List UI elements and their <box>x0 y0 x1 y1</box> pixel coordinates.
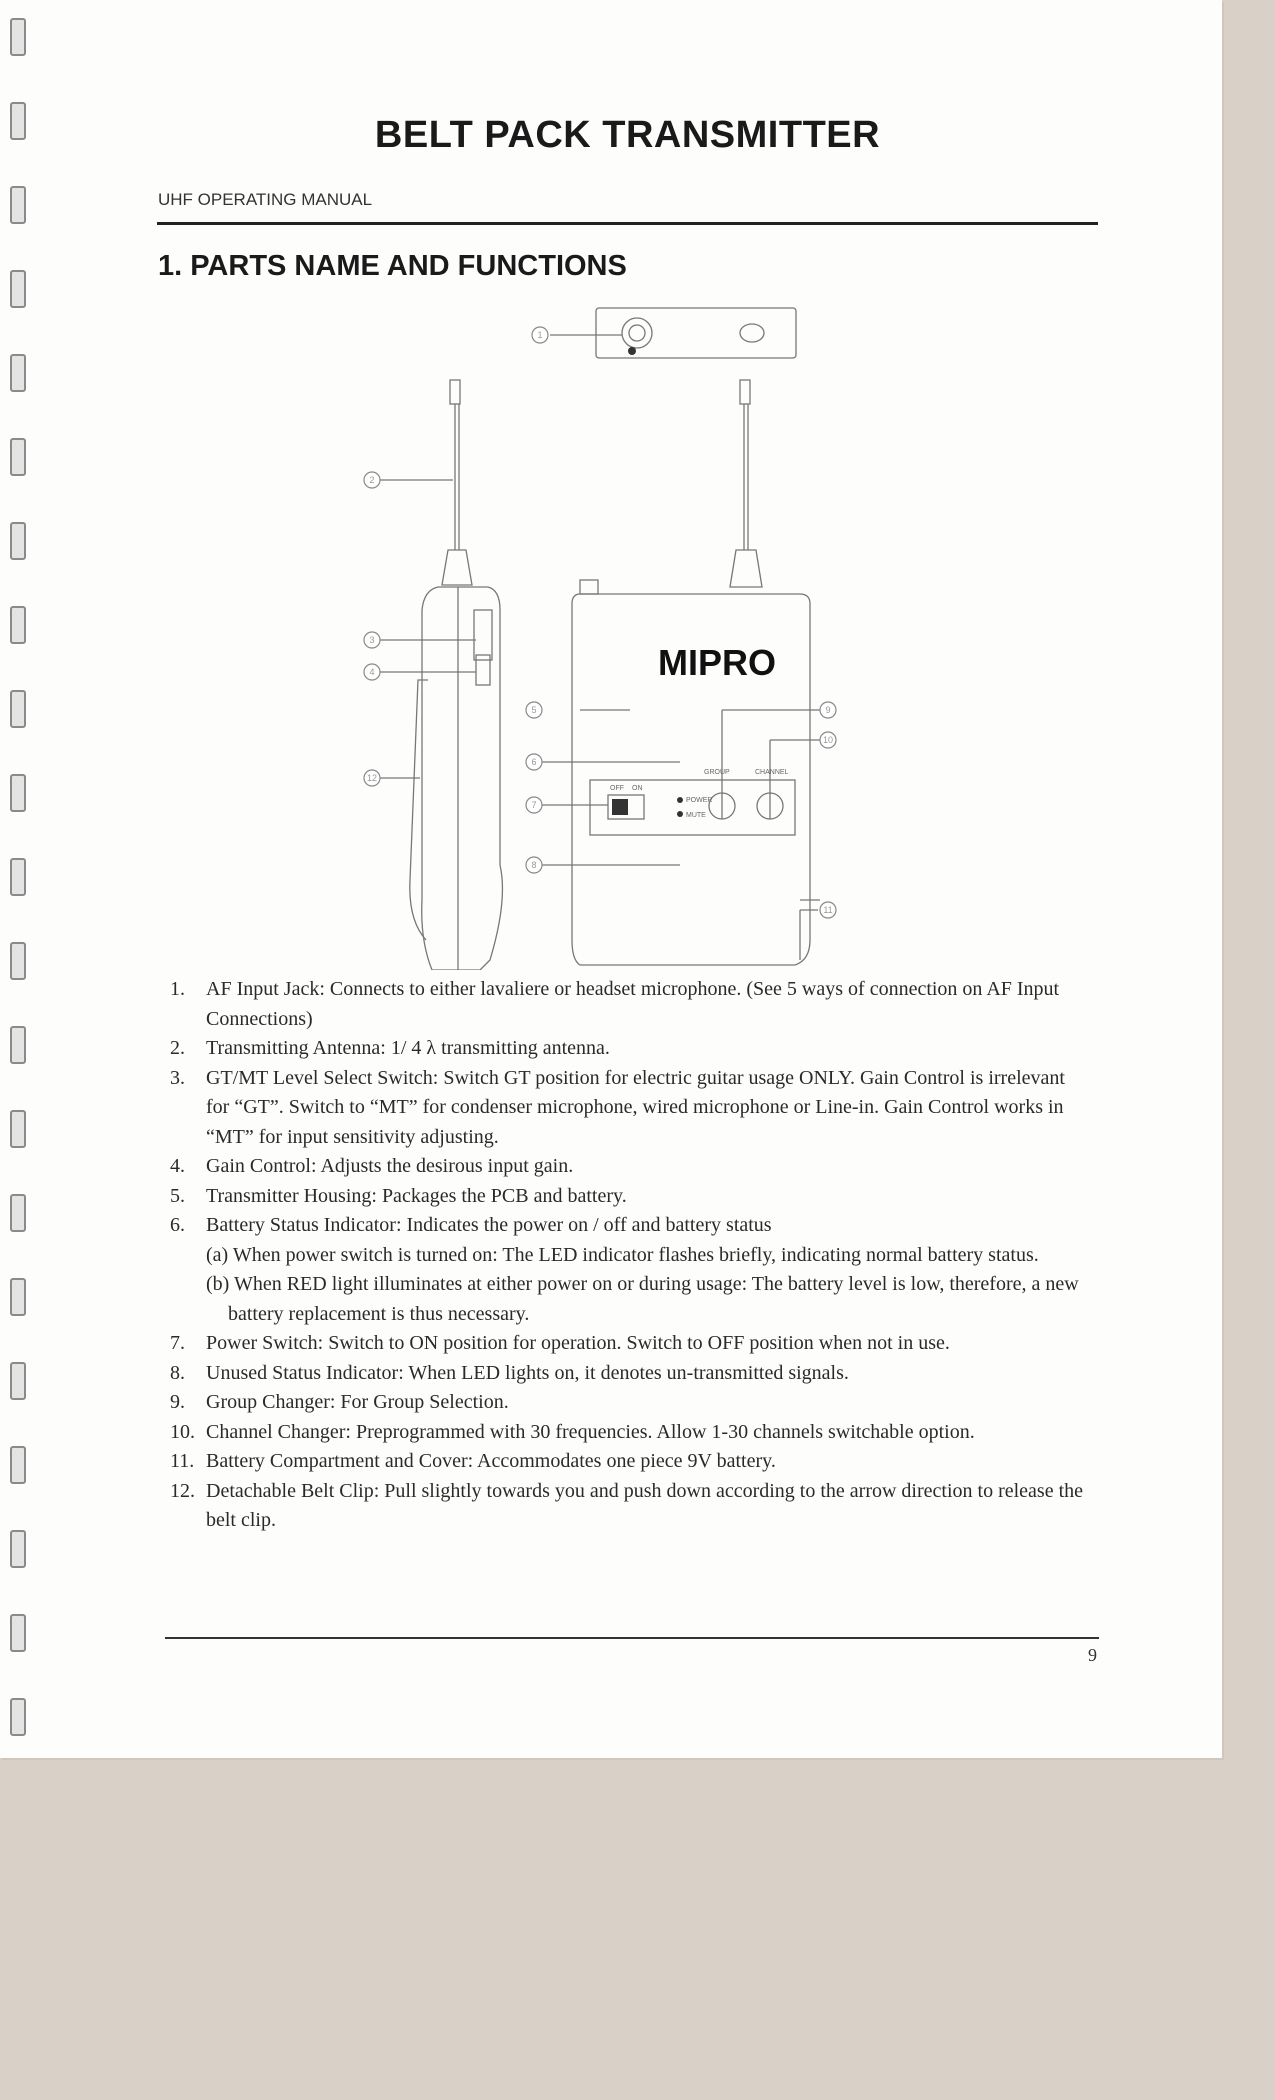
binding-ring <box>10 1278 26 1316</box>
binding-ring <box>10 1194 26 1232</box>
item-text: GT/MT Level Select Switch: Switch GT position for electric guitar usage ONLY. Gain Control is irrelevant for “GT”. Switch to “MT” for condenser microphone, wired microphone or Line-in. Gain Control works in “MT” for input sensitivity adjusting. <box>206 1066 1065 1148</box>
callout-10-number: 10 <box>822 735 834 745</box>
header-divider <box>157 222 1098 225</box>
list-item <box>170 1211 1090 1241</box>
list-item <box>170 1418 1090 1448</box>
item-number: 6. <box>170 1214 185 1236</box>
binding-ring <box>10 186 26 224</box>
jack-pin-icon <box>628 347 636 355</box>
item-number: 2. <box>170 1037 185 1059</box>
callout-4-number: 4 <box>369 667 375 677</box>
item-number: 4. <box>170 1155 185 1177</box>
on-label: ON <box>632 785 643 792</box>
binding-ring <box>10 858 26 896</box>
binding-ring <box>10 354 26 392</box>
binding-ring <box>10 1614 26 1652</box>
sub-item: (b) When RED light illuminates at either power on or during usage: The battery level is low, therefore, a new battery replacement is thus necessary. <box>206 1273 1079 1325</box>
list-item <box>170 1359 1090 1389</box>
callout-12-number: 12 <box>366 773 378 783</box>
list-item <box>170 1034 1090 1064</box>
list-item <box>170 1477 1090 1536</box>
item-text: Unused Status Indicator: When LED lights on, it denotes un-transmitted signals. <box>206 1361 849 1384</box>
callout-8-number: 8 <box>531 860 537 870</box>
item-number: 10. <box>170 1420 195 1443</box>
callout-1-number: 1 <box>537 330 543 340</box>
channel-label: CHANNEL <box>755 769 789 776</box>
item-number: 1. <box>170 978 185 1000</box>
transmitter-diagram <box>340 300 880 970</box>
item-number: 5. <box>170 1184 185 1207</box>
page-number: 9 <box>1088 1645 1097 1665</box>
binding-ring <box>10 270 26 308</box>
mute-led-icon <box>677 811 683 817</box>
item-text: Battery Compartment and Cover: Accommodates one piece 9V battery. <box>206 1450 776 1472</box>
section-heading: 1. PARTS NAME AND FUNCTIONS <box>158 250 627 282</box>
group-label: GROUP <box>704 769 730 776</box>
list-item <box>170 1329 1090 1359</box>
item-number: 7. <box>170 1332 185 1354</box>
binding-ring <box>10 942 26 980</box>
power-switch-knob <box>612 799 628 815</box>
callout-6-number: 6 <box>531 757 537 767</box>
callout-3-number: 3 <box>369 635 375 645</box>
item-number: 8. <box>170 1361 185 1384</box>
mipro-logo: MIPRO <box>658 642 777 683</box>
manual-subtitle: UHF OPERATING MANUAL <box>158 190 373 209</box>
list-item <box>170 1182 1090 1212</box>
binding-ring <box>10 1446 26 1484</box>
binding-ring <box>10 1530 26 1568</box>
item-text: Group Changer: For Group Selection. <box>206 1391 509 1413</box>
item-text: Channel Changer: Preprogrammed with 30 frequencies. Allow 1-30 channels switchable option. <box>206 1420 975 1443</box>
item-text: Transmitting Antenna: 1/ 4 λ transmitting antenna. <box>206 1037 610 1059</box>
list-item <box>170 1152 1090 1182</box>
list-item <box>170 1064 1090 1153</box>
list-item <box>170 975 1090 1034</box>
item-number: 11. <box>170 1450 195 1472</box>
callout-11-number: 11 <box>823 905 833 915</box>
item-text: Gain Control: Adjusts the desirous input gain. <box>206 1155 574 1177</box>
list-item <box>170 1447 1090 1477</box>
item-text: Power Switch: Switch to ON position for operation. Switch to OFF position when not in use. <box>206 1332 950 1354</box>
binding-ring <box>10 774 26 812</box>
power-label: POWER <box>686 797 713 804</box>
item-number: 3. <box>170 1066 185 1089</box>
binding-ring <box>10 1698 26 1736</box>
front-antenna-tip <box>740 380 750 404</box>
binding-ring <box>10 522 26 560</box>
top-view-housing <box>596 308 796 358</box>
af-input-jack-icon <box>622 318 652 348</box>
item-text: Transmitter Housing: Packages the PCB and battery. <box>206 1184 627 1207</box>
callout-9-number: 9 <box>825 705 831 715</box>
binding-ring <box>10 1026 26 1064</box>
side-antenna-tip <box>450 380 460 404</box>
antenna-base-icon <box>740 324 764 342</box>
binding-ring <box>10 606 26 644</box>
binding-ring <box>10 18 26 56</box>
side-view-housing <box>422 587 503 970</box>
list-item <box>170 1388 1090 1418</box>
item-number: 9. <box>170 1391 185 1413</box>
callout-2-number: 2 <box>369 475 375 485</box>
item-text: AF Input Jack: Connects to either lavaliere or headset microphone. (See 5 ways of connection on AF Input Connections) <box>206 978 1060 1030</box>
item-number: 12. <box>170 1479 195 1502</box>
page-title: BELT PACK TRANSMITTER <box>374 114 881 156</box>
footer-divider <box>165 1637 1099 1639</box>
item-text: Detachable Belt Clip: Pull slightly towards you and push down according to the arrow direction to release the belt clip. <box>206 1479 1084 1531</box>
off-label: OFF <box>610 785 624 792</box>
sub-item: (a) When power switch is turned on: The LED indicator flashes briefly, indicating normal battery status. <box>206 1243 1039 1266</box>
callout-5-number: 5 <box>531 705 537 715</box>
parts-list <box>170 975 1090 1536</box>
binding-ring <box>10 690 26 728</box>
binding-ring <box>10 1362 26 1400</box>
binding-ring <box>10 438 26 476</box>
mute-label: MUTE <box>686 812 706 819</box>
binding-ring <box>10 1110 26 1148</box>
callout-7-number: 7 <box>531 800 537 810</box>
item-text: Battery Status Indicator: Indicates the power on / off and battery status <box>206 1214 772 1236</box>
battery-led-icon <box>677 797 683 803</box>
